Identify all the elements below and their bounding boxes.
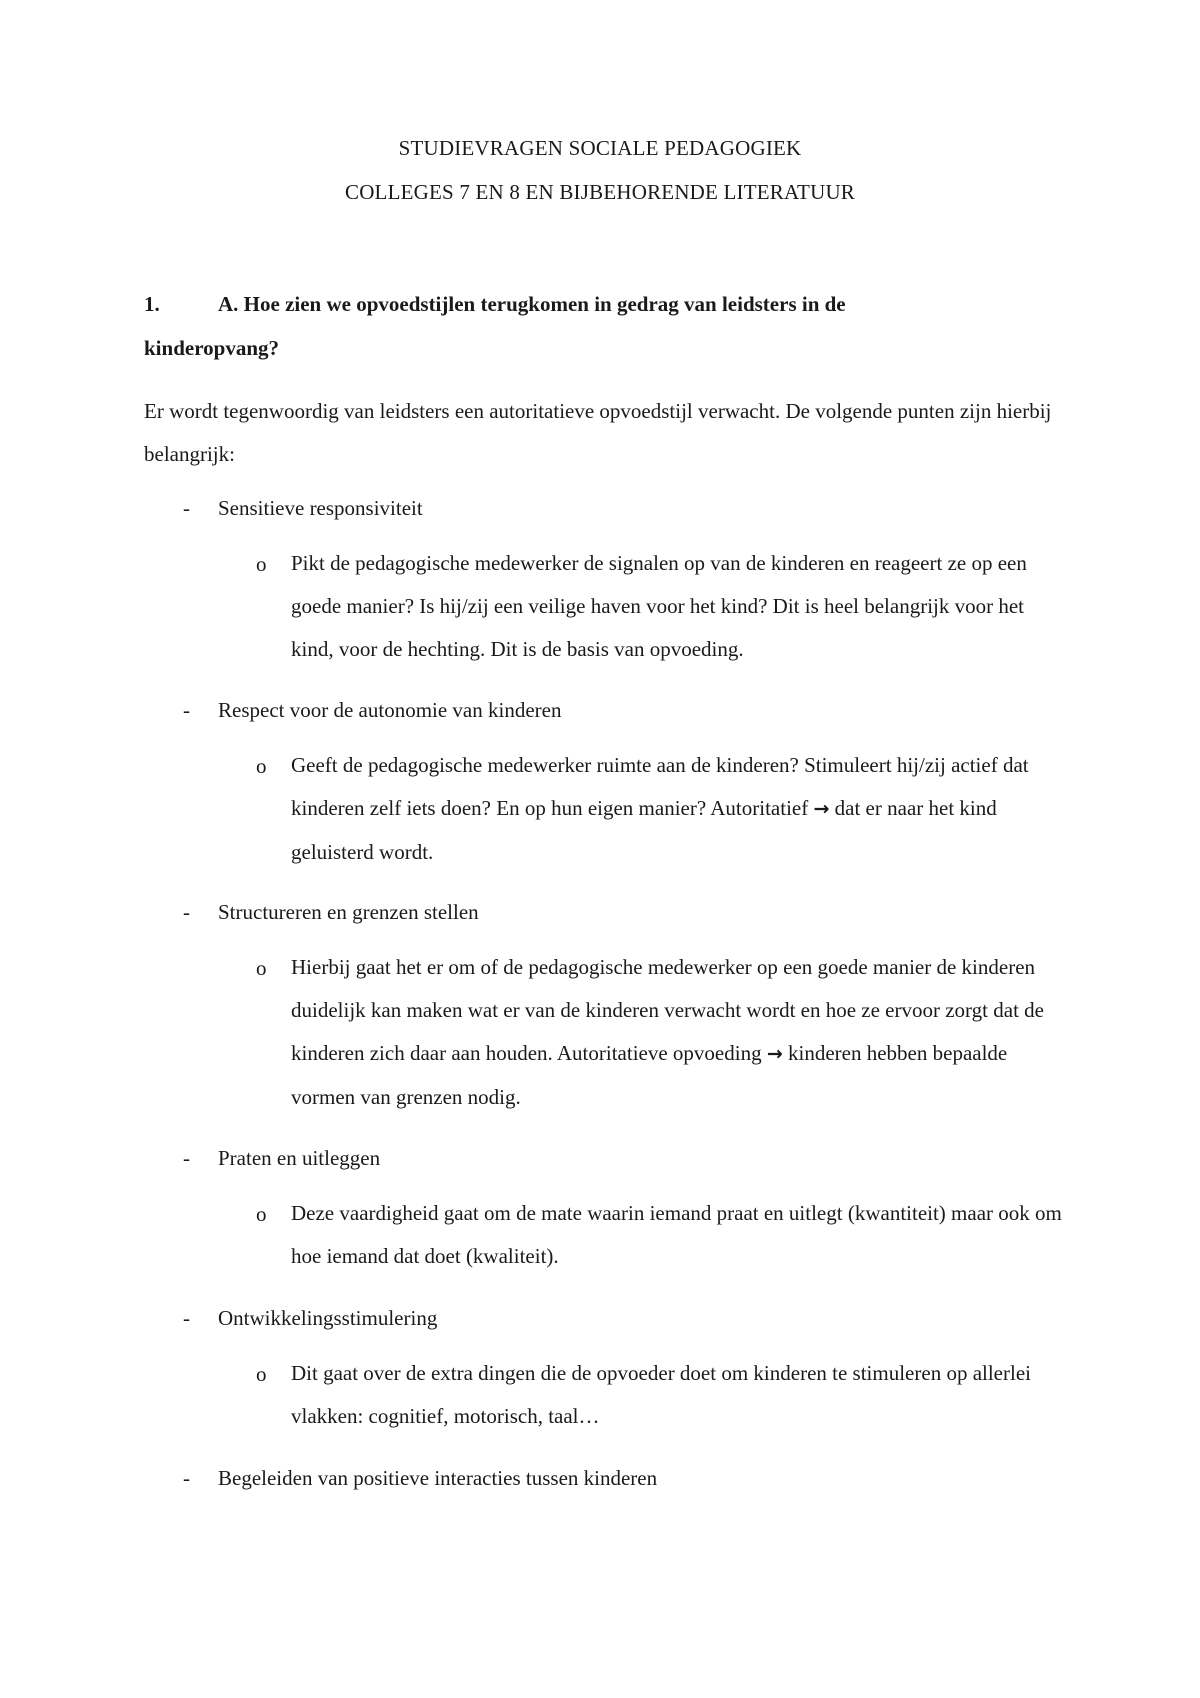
bullet-label-respect-autonomie: Respect voor de autonomie van kinderen: [218, 698, 562, 722]
sub-bullet-mark: o: [256, 754, 267, 778]
sub-bullet-text: Dit gaat over de extra dingen die de opvoeder doet om kinderen te stimuleren op allerlei vlakken: cognitief, motorisch, taal…: [291, 1361, 1031, 1428]
sub-bullet-mark: o: [256, 552, 267, 576]
bullet-dash: -: [183, 496, 190, 520]
sub-bullet-text: Pikt de pedagogische medewerker de signalen op van de kinderen en reageert ze op een goede manier? Is hij/zij een veilige haven voor het kind? Dit is heel belangrijk voor het kind, voor de hechting. Dit is de basis van opvoeding.: [291, 551, 1027, 661]
bullet-label-praten-uitleggen: Praten en uitleggen: [218, 1146, 381, 1170]
bullet-dash: -: [183, 1146, 190, 1170]
bullet-dash: -: [183, 698, 190, 722]
sub-bullet-text: [291, 744, 1071, 874]
sub-text-part: kinderen hebben bepaalde vormen van grenzen nodig.: [291, 1041, 1008, 1109]
sub-text-part: Geeft de pedagogische medewerker ruimte aan de kinderen? Stimuleert hij/zij actief dat kinderen zelf iets doen? En op hun eigen manier? Autoritatief: [291, 753, 1029, 820]
question-number: 1.: [144, 292, 160, 316]
sub-bullet-text: Deze vaardigheid gaat om de mate waarin iemand praat en uitlegt (kwantiteit) maar ook om hoe iemand dat doet (kwaliteit).: [291, 1201, 1062, 1268]
sub-bullet-text: [291, 946, 1071, 1119]
bullet-dash: -: [183, 1306, 190, 1330]
sub-bullet-mark: o: [256, 1362, 267, 1386]
bullet-dash: -: [183, 1466, 190, 1490]
question-text-line-1: A. Hoe zien we opvoedstijlen terugkomen in gedrag van leidsters in de: [218, 292, 846, 316]
bullet-label-begeleiden-interacties: Begeleiden van positieve interacties tussen kinderen: [218, 1466, 658, 1490]
bullet-label-sensitieve-responsiviteit: Sensitieve responsiviteit: [218, 496, 423, 520]
intro-paragraph: Er wordt tegenwoordig van leidsters een autoritatieve opvoedstijl verwacht. De volgende punten zijn hierbij belangrijk:: [144, 399, 1052, 466]
arrow-right-icon: →: [813, 798, 830, 820]
sub-bullet-mark: o: [256, 1202, 267, 1226]
question-text-line-2: kinderopvang?: [144, 336, 279, 360]
document-title-line-2: COLLEGES 7 EN 8 EN BIJBEHORENDE LITERATUUR: [344, 180, 856, 204]
bullet-label-structureren-grenzen: Structureren en grenzen stellen: [218, 900, 479, 924]
sub-text-part: Hierbij gaat het er om of de pedagogische medewerker op een goede manier de kinderen duidelijk kan maken wat er van de kinderen verwacht wordt en hoe ze ervoor zorgt dat de kinderen zich daar aan houden. Autoritatieve opvoeding: [291, 955, 1044, 1065]
sub-bullet-mark: o: [256, 956, 267, 980]
document-title-line-1: STUDIEVRAGEN SOCIALE PEDAGOGIEK: [398, 136, 802, 160]
sub-text-part: dat er naar het kind geluisterd wordt.: [291, 796, 997, 864]
bullet-dash: -: [183, 900, 190, 924]
bullet-label-ontwikkelingsstimulering: Ontwikkelingsstimulering: [218, 1306, 438, 1330]
arrow-right-icon: →: [766, 1043, 783, 1065]
